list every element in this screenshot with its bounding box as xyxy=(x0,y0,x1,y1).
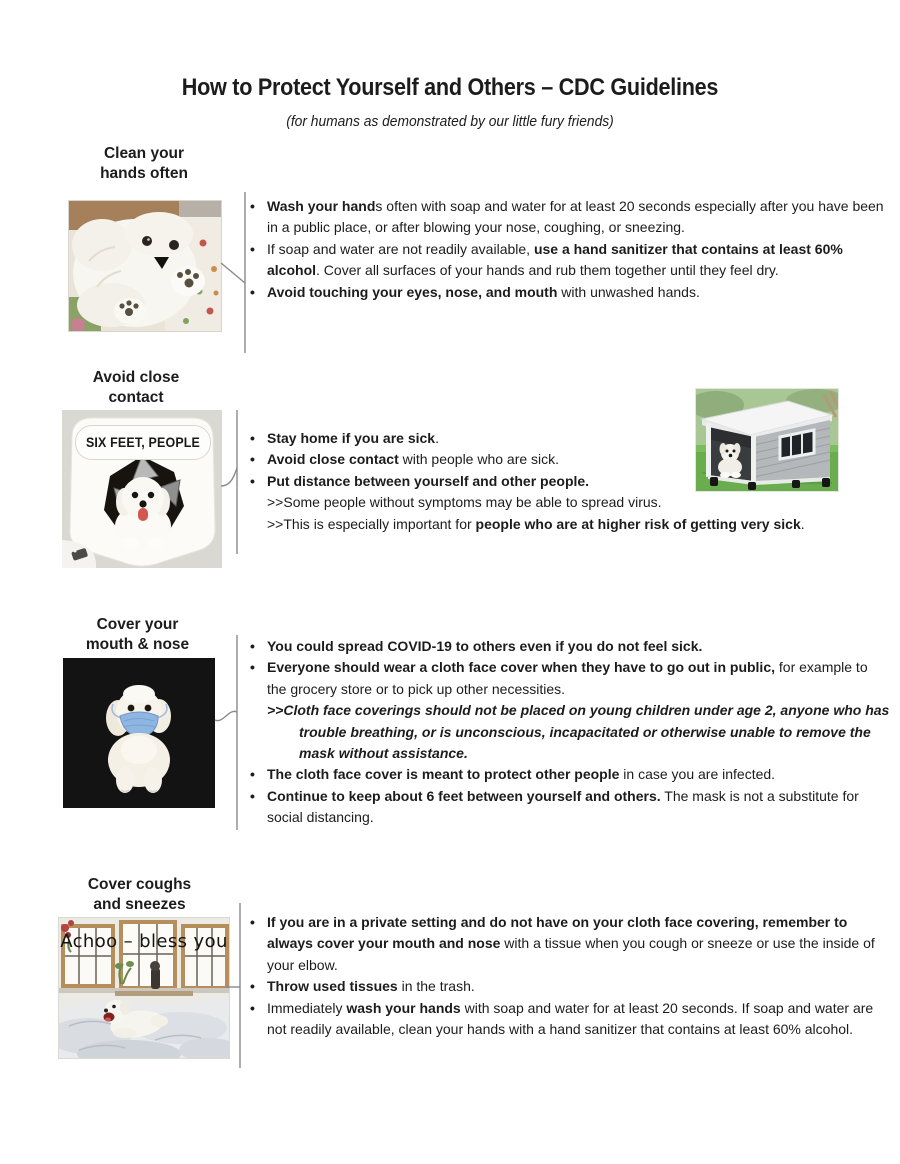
bullet-list-cover-mouth xyxy=(245,636,890,829)
dog-wearing-mask-photo xyxy=(63,658,215,808)
bullet-item xyxy=(245,636,890,657)
bullet-text-segment: Everyone should wear a cloth face cover when they have to go out in public, xyxy=(267,659,775,676)
bullet-text-segment: with a tissue when you cough or sneeze or use the inside of your elbow. xyxy=(267,935,875,973)
page-title-text: How to Protect Yourself and Others – CDC Guidelines xyxy=(181,74,719,101)
bullet-text-segment: . xyxy=(800,515,805,532)
fluffy-dog-paws-illustration xyxy=(69,201,221,331)
callout-line-3 xyxy=(211,630,241,835)
dog-sneeze-photo xyxy=(58,917,230,1059)
bullet-text-segment: Throw used tissues xyxy=(267,978,398,995)
bullet-text-segment: Continue to keep about 6 feet between yourself and others. xyxy=(267,787,661,804)
sticker-caption xyxy=(75,425,211,460)
bullet-item xyxy=(245,764,890,785)
fluffy-dog-paws-photo xyxy=(68,200,222,332)
six-feet-people-sticker xyxy=(62,410,222,568)
doghouse-illustration xyxy=(696,389,838,491)
bullet-text-segment: wash your hands xyxy=(346,999,461,1016)
bullet-text-segment: >>Cloth face coverings should not be placed on young children under age 2, anyone who has trouble breathing, or is unconscious, incapacitated or otherwise unable to remove the mask without assistance. xyxy=(267,702,890,762)
section-heading-clean-hands: Clean your hands often xyxy=(100,145,188,182)
bullet-text-segment: use a hand sanitizer that contains at least 60% alcohol xyxy=(267,240,843,279)
bullet-text-segment: >>This is especially important for xyxy=(267,515,476,532)
bullet-item xyxy=(245,657,890,700)
bullet-text-segment: . Cover all surfaces of your hands and rub them together until they feel dry. xyxy=(316,262,779,279)
bullet-text-segment: s often with soap and water for at least 20 seconds especially after you have been in a public place, or after blowing your nose, coughing, or sneezing. xyxy=(267,198,884,236)
bullet-item xyxy=(245,786,890,829)
bullet-text-segment: >>Some people without symptoms may be able to spread virus. xyxy=(267,494,662,511)
bullet-text-segment: for example to the grocery store or to pick up other necessities. xyxy=(267,659,868,697)
bullet-text-segment: If soap and water are not readily available, xyxy=(267,240,534,257)
bullet-list-cover-coughs xyxy=(245,912,890,1040)
sub-bullet-item xyxy=(245,492,890,513)
bullet-list-clean-hands xyxy=(245,196,890,303)
sub-bullet-item xyxy=(245,700,890,764)
bullet-item xyxy=(245,912,890,976)
callout-line-2 xyxy=(215,406,243,558)
bullet-item xyxy=(245,196,890,239)
bullet-text-segment: people who are at higher risk of getting very sick xyxy=(475,515,801,532)
bullet-text-segment: Avoid touching your eyes, nose, and mouth xyxy=(267,283,558,300)
bullet-text-segment: The cloth face cover is meant to protect other people xyxy=(267,766,620,783)
sub-bullet-item xyxy=(245,514,890,535)
bullet-text-segment: with soap and water for at least 20 seconds. If soap and water are not readily available, clean your hands with a hand sanitizer that contains at least 60% alcohol. xyxy=(267,999,874,1038)
bullet-text-segment: in case you are infected. xyxy=(619,766,776,783)
page-subtitle xyxy=(0,113,900,130)
bullet-text-segment: Wash your hand xyxy=(267,198,376,214)
achoo-caption: Achoo – bless you xyxy=(60,931,228,952)
bullet-text-segment: Immediately xyxy=(267,999,347,1016)
section-heading-cover-coughs: Cover coughs and sneezes xyxy=(87,876,192,913)
bullet-text-segment: You could spread COVID-19 to others even if you do not feel sick. xyxy=(267,638,703,654)
section-heading-avoid-contact: Avoid close contact xyxy=(92,369,180,406)
bullet-text-segment: Avoid close contact xyxy=(267,451,399,468)
bullet-item xyxy=(245,976,890,997)
section-heading-cover-mouth: Cover your mouth & nose xyxy=(85,616,190,653)
bullet-text-segment: Stay home if you are sick xyxy=(267,430,436,446)
bullet-text-segment: with people who are sick. xyxy=(398,451,560,468)
bullet-item xyxy=(245,282,890,303)
bullet-text-segment: The mask is not a substitute for social distancing. xyxy=(267,787,859,826)
callout-line-4 xyxy=(224,900,244,1072)
bullet-text-segment: with unwashed hands. xyxy=(557,283,700,300)
masked-dog-illustration xyxy=(63,658,215,808)
dog-in-doghouse-photo xyxy=(695,388,839,492)
bullet-item xyxy=(245,239,890,282)
page-title xyxy=(0,74,900,102)
bullet-text-segment: . xyxy=(435,430,439,446)
page-subtitle-text: (for humans as demonstrated by our little fury friends) xyxy=(286,113,614,130)
bullet-text-segment: Put distance between yourself and other people. xyxy=(267,472,590,489)
bullet-text-segment: in the trash. xyxy=(397,978,475,995)
bullet-text-segment: If you are in a private setting and do not have on your cloth face covering, remember to always cover your mouth and nose xyxy=(267,914,848,952)
bullet-item xyxy=(245,998,890,1041)
sticker-caption-text: SIX FEET, PEOPLE xyxy=(85,435,201,450)
